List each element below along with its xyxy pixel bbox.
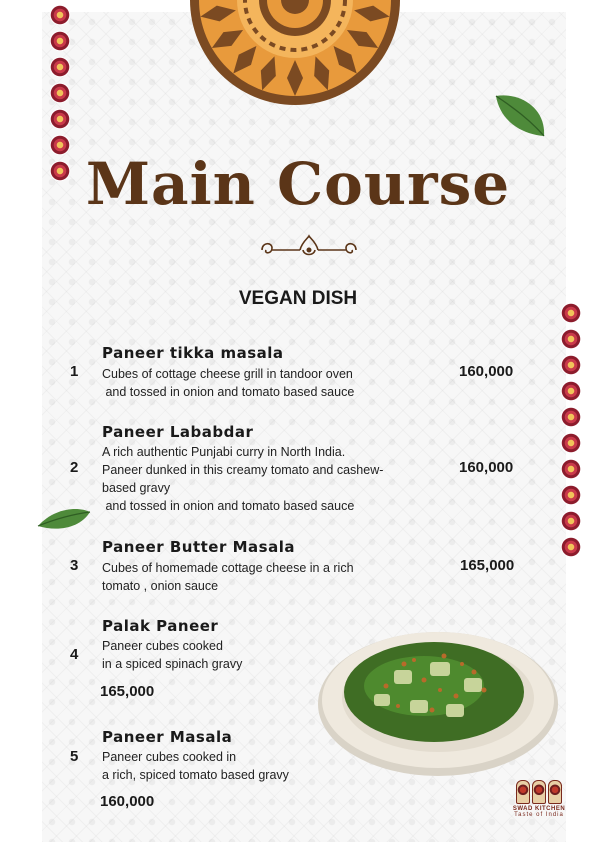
item-number: 2 — [70, 459, 79, 476]
item-name: Paneer Masala — [102, 728, 233, 746]
item-name: Paneer Butter Masala — [102, 538, 295, 556]
item-description: Cubes of homemade cottage cheese in a rich tomato , onion sauce — [102, 561, 354, 593]
leaf-left — [36, 506, 92, 532]
item-description: Paneer cubes cooked in a spiced spinach gravy — [102, 639, 243, 671]
item-price: 160,000 — [459, 363, 514, 380]
leaf-top-right — [494, 92, 548, 138]
page-title: Main Course — [85, 150, 511, 218]
mandala-ornament — [160, 0, 430, 110]
item-number: 5 — [70, 748, 79, 765]
logo-tagline: Taste of India — [514, 812, 564, 818]
item-description: A rich authentic Punjabi curry in North India. Paneer dunked in this creamy tomato and cashew- based gravy and tossed in onion and tomato based sauce — [102, 445, 384, 513]
item-name: Paneer tikka masala — [102, 344, 284, 362]
logo-emblem-icon — [509, 780, 569, 804]
section-heading: VEGAN DISH — [238, 288, 358, 309]
right-floral-border — [556, 298, 586, 562]
item-description: Paneer cubes cooked in a rich, spiced tomato based gravy — [102, 750, 289, 782]
item-name: Palak Paneer — [102, 617, 219, 635]
item-price: 165,000 — [460, 557, 515, 574]
palak-paneer-plate-image — [314, 620, 562, 780]
item-price: 165,000 — [100, 683, 155, 700]
item-name: Paneer Lababdar — [102, 423, 254, 441]
item-number: 4 — [70, 646, 79, 663]
item-price: 160,000 — [459, 459, 514, 476]
swad-kitchen-logo — [506, 780, 572, 830]
logo-brand: SWAD KITCHEN — [512, 806, 566, 812]
ornamental-divider — [256, 234, 362, 264]
item-description: Cubes of cottage cheese grill in tandoor oven and tossed in onion and tomato based sauce — [102, 367, 355, 399]
item-number: 1 — [70, 363, 79, 380]
item-number: 3 — [70, 557, 79, 574]
item-price: 160,000 — [100, 793, 155, 810]
